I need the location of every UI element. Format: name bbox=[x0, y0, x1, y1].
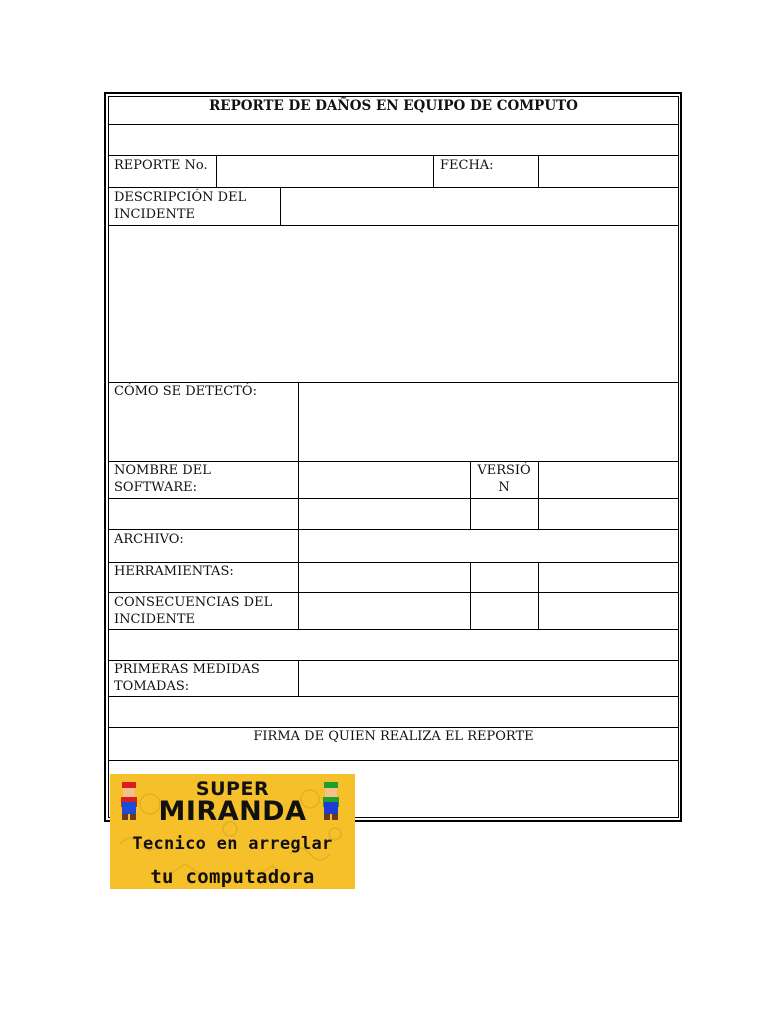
col-divider bbox=[538, 461, 539, 529]
logo-tagline-2: tu computadora bbox=[150, 866, 315, 888]
row-divider bbox=[108, 498, 679, 499]
row-divider bbox=[108, 629, 679, 630]
reporte-no-label: REPORTE No. bbox=[114, 158, 208, 173]
primeras-medidas-label: PRIMERAS MEDIDAS TOMADAS: bbox=[114, 662, 260, 694]
logo-super-text: SUPER bbox=[195, 778, 270, 800]
logo-tagline-1: Tecnico en arreglar bbox=[132, 834, 333, 854]
row-divider bbox=[108, 155, 679, 156]
col-divider bbox=[538, 562, 539, 629]
herramientas-label: HERRAMIENTAS: bbox=[114, 564, 234, 579]
col-divider bbox=[538, 155, 539, 187]
col-divider bbox=[216, 155, 217, 187]
row-divider bbox=[108, 696, 679, 697]
col-divider bbox=[280, 187, 281, 225]
version-label: VERSIÓ N bbox=[477, 463, 531, 495]
row-divider bbox=[108, 187, 679, 188]
col-divider bbox=[433, 155, 434, 187]
fecha-label: FECHA: bbox=[440, 158, 494, 173]
col-divider bbox=[298, 660, 299, 696]
col-divider bbox=[298, 382, 299, 629]
col-divider bbox=[470, 562, 471, 629]
row-divider bbox=[108, 124, 679, 125]
nombre-software-label: NOMBRE DEL SOFTWARE: bbox=[114, 463, 211, 495]
logo-miranda-text: MIRANDA bbox=[158, 796, 307, 827]
super-miranda-logo bbox=[110, 774, 355, 889]
row-divider bbox=[108, 592, 679, 593]
row-divider bbox=[108, 760, 679, 761]
row-divider bbox=[108, 225, 679, 226]
descripcion-label: DESCRIPCIÓN DEL INCIDENTE bbox=[114, 190, 247, 222]
archivo-label: ARCHIVO: bbox=[114, 532, 184, 547]
como-se-detecto-label: CÓMO SE DETECTÓ: bbox=[114, 384, 257, 399]
form-title: REPORTE DE DAÑOS EN EQUIPO DE COMPUTO bbox=[209, 98, 578, 114]
consecuencias-label: CONSECUENCIAS DEL INCIDENTE bbox=[114, 595, 273, 627]
firma-label: FIRMA DE QUIEN REALIZA EL REPORTE bbox=[253, 729, 534, 744]
row-divider bbox=[108, 529, 679, 530]
